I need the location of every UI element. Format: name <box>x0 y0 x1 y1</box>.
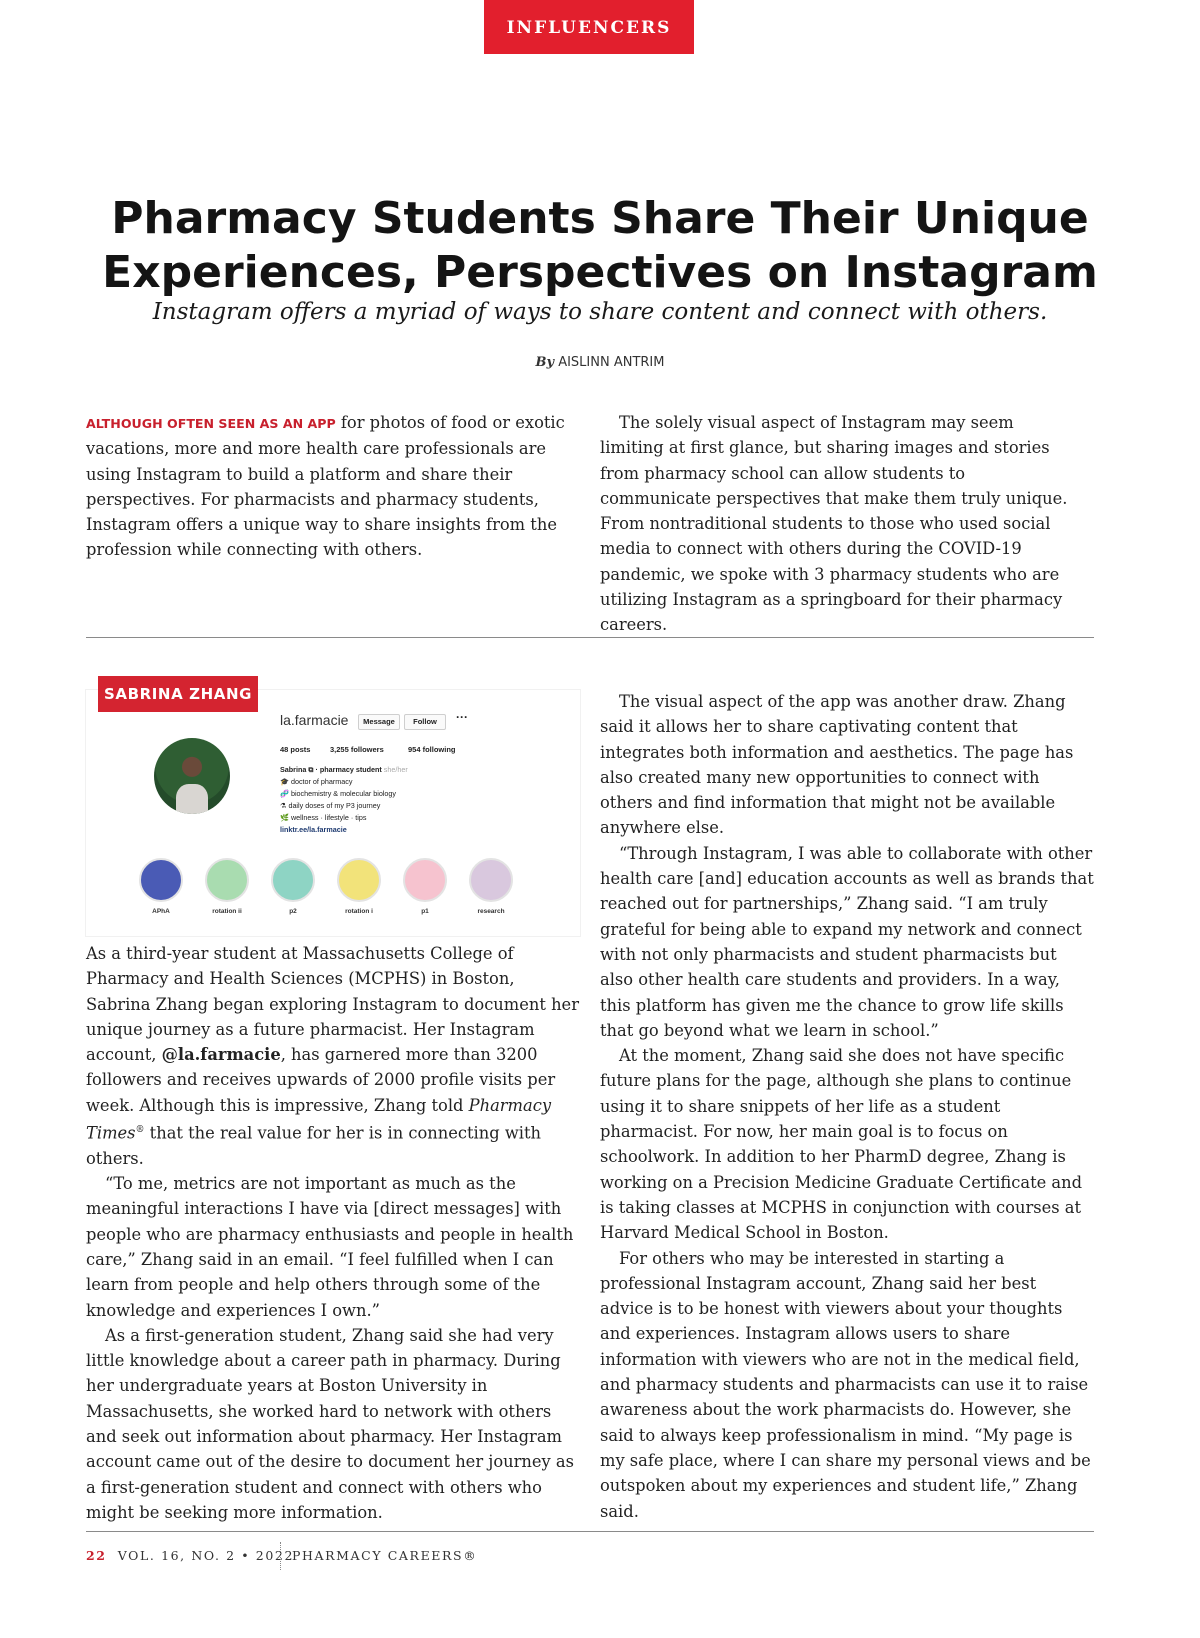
section-tab: INFLUENCERS <box>484 0 694 54</box>
section-divider <box>86 637 1094 638</box>
avatar <box>154 738 230 814</box>
highlight-label: rotation ii <box>212 908 242 915</box>
more-options-icon[interactable]: ··· <box>456 710 468 724</box>
bio-name: Sabrina ⧉ · pharmacy student <box>280 765 382 774</box>
highlight-label: APhA <box>152 908 170 915</box>
instagram-handle: @la.farmacie <box>161 1045 281 1065</box>
body-paragraph: The visual aspect of the app was another draw. Zhang said it allows her to share captivating content that integrates both information and aesthetics. The page has also created many new opportunities to connect with others and find information that might not be available anywhere else. <box>600 692 1074 838</box>
pronouns: she/her <box>383 765 408 774</box>
lead-in: ALTHOUGH OFTEN SEEN AS AN APP <box>86 416 336 431</box>
highlight-circle[interactable] <box>337 858 381 902</box>
magazine-name: PHARMACY CAREERS® <box>292 1548 478 1563</box>
text: As a third-year student at Massachusetts College of Pharmacy and Health Sciences (MCPHS) in Boston, Sabrina Zhang began exploring Instagram to document her unique journey as a future pharmacist. Her Instagram account, <box>86 944 579 1065</box>
body-column-left <box>86 941 580 1525</box>
bio-name-line <box>280 764 408 776</box>
byline-prefix: By <box>535 355 555 370</box>
intro-paragraph-2: The solely visual aspect of Instagram may seem limiting at first glance, but sharing images and stories from pharmacy school can allow students to communicate perspectives that make them truly unique. From nontraditional students to those who used social media to connect with others during the COVID-19 pandemic, we spoke with 3 pharmacy students who are utilizing Instagram as a springboard for their pharmacy careers. <box>600 413 1068 635</box>
body-paragraph: As a first-generation student, Zhang said she had very little knowledge about a career path in pharmacy. During her undergraduate years at Boston University in Massachusetts, she worked hard to network with others and seek out information about pharmacy. Her Instagram account came out of the desire to document her journey as a first-generation student and connect with others who might be seeking more information. <box>86 1325 574 1522</box>
bio-line: ⚗ daily doses of my P3 journey <box>280 801 381 810</box>
body-paragraph <box>86 941 580 1171</box>
page-number: 22 <box>86 1548 107 1563</box>
highlight-circle[interactable] <box>271 858 315 902</box>
registered-mark: ® <box>135 1125 145 1136</box>
highlight-circle[interactable] <box>139 858 183 902</box>
highlight-label: p2 <box>289 908 297 915</box>
intro-column-right <box>600 410 1080 638</box>
highlight-circle[interactable] <box>403 858 447 902</box>
intro-text: for photos of food or exotic vacations, more and more health care professionals are using Instagram to build a platform and share their perspectives. For pharmacists and pharmacy students, Instagram offers a unique way to share insights from the profession while connecting with others. <box>86 413 565 560</box>
bio-line: 🌿 wellness · lifestyle · tips <box>280 813 367 822</box>
followers-count[interactable]: 3,255 followers <box>330 745 384 754</box>
title-line-2: Experiences, Perspectives on Instagram <box>102 247 1098 298</box>
highlight-circle[interactable] <box>469 858 513 902</box>
profile-name-badge: SABRINA ZHANG <box>98 676 258 712</box>
byline <box>0 355 1200 370</box>
profile-handle: la.farmacie <box>280 712 349 728</box>
article-title <box>100 192 1100 300</box>
author-name: AISLINN ANTRIM <box>558 355 665 370</box>
bio-line: 🧬 biochemistry & molecular biology <box>280 789 397 798</box>
text: that the real value for her is in connecting with others. <box>86 1123 542 1168</box>
highlight-label: rotation i <box>345 908 373 915</box>
intro-paragraph <box>86 410 570 563</box>
highlight-label: research <box>477 908 505 915</box>
footer-separator <box>280 1542 281 1570</box>
article-subtitle: Instagram offers a myriad of ways to share content and connect with others. <box>152 299 1048 325</box>
body-paragraph: At the moment, Zhang said she does not have specific future plans for the page, although she plans to continue using it to share snippets of her life as a student pharmacist. For now, her main goal is to focus on schoolwork. In addition to her PharmD degree, Zhang is working on a Precision Medicine Graduate Certificate and is taking classes at MCPHS in conjunction with courses at Harvard Medical School in Boston. <box>600 1046 1083 1243</box>
title-line-1: Pharmacy Students Share Their Unique <box>111 193 1089 244</box>
body-paragraph: For others who may be interested in starting a professional Instagram account, Zhang said her best advice is to be honest with viewers about your thoughts and experiences. Instagram allows users to share information with viewers who are not in the medical field, and pharmacy students and pharmacists can use it to raise awareness about the work pharmacists do. However, she said to always keep professionalism in mind. “My page is my safe place, where I can share my personal views and be outspoken about my experiences and student life,” Zhang said. <box>600 1248 1091 1521</box>
following-count[interactable]: 954 following <box>408 745 456 754</box>
page-footer <box>86 1548 478 1563</box>
body-column-right <box>600 689 1094 1524</box>
profile-link[interactable]: linktr.ee/la.farmacie <box>280 825 347 834</box>
highlight-label: p1 <box>421 908 429 915</box>
text: , has garnered more than 3200 followers and receives upwards of 2000 profile visits per week. Although this is impressive, Zhang told <box>86 1045 556 1115</box>
intro-column-left <box>86 410 570 563</box>
bio-line: 🎓 doctor of pharmacy <box>280 777 353 786</box>
posts-count: 48 posts <box>280 745 311 754</box>
body-paragraph: “Through Instagram, I was able to collaborate with other health care [and] education accounts as well as brands that reached out for partnerships,” Zhang said. “I am truly grateful for being able to expand my network and connect with not only pharmacists and student pharmacists but also other health care students and providers. In a way, this platform has given me the chance to grow life skills that go beyond what we learn in school.” <box>600 843 1094 1040</box>
publication-name: Pharmacy Times <box>86 1095 552 1143</box>
highlight-circle[interactable] <box>205 858 249 902</box>
message-button[interactable]: Message <box>358 714 400 730</box>
footer-divider <box>86 1531 1094 1532</box>
body-paragraph: “To me, metrics are not important as much as the meaningful interactions I have via [direct messages] with people who are pharmacy enthusiasts and people in health care,” Zhang said in an email. “I feel fulfilled when I can learn from people and help others through some of the knowledge and experiences I own.” <box>86 1174 574 1320</box>
issue-info: VOL. 16, NO. 2 • 2022 <box>117 1548 295 1563</box>
follow-button[interactable]: Follow <box>404 714 446 730</box>
